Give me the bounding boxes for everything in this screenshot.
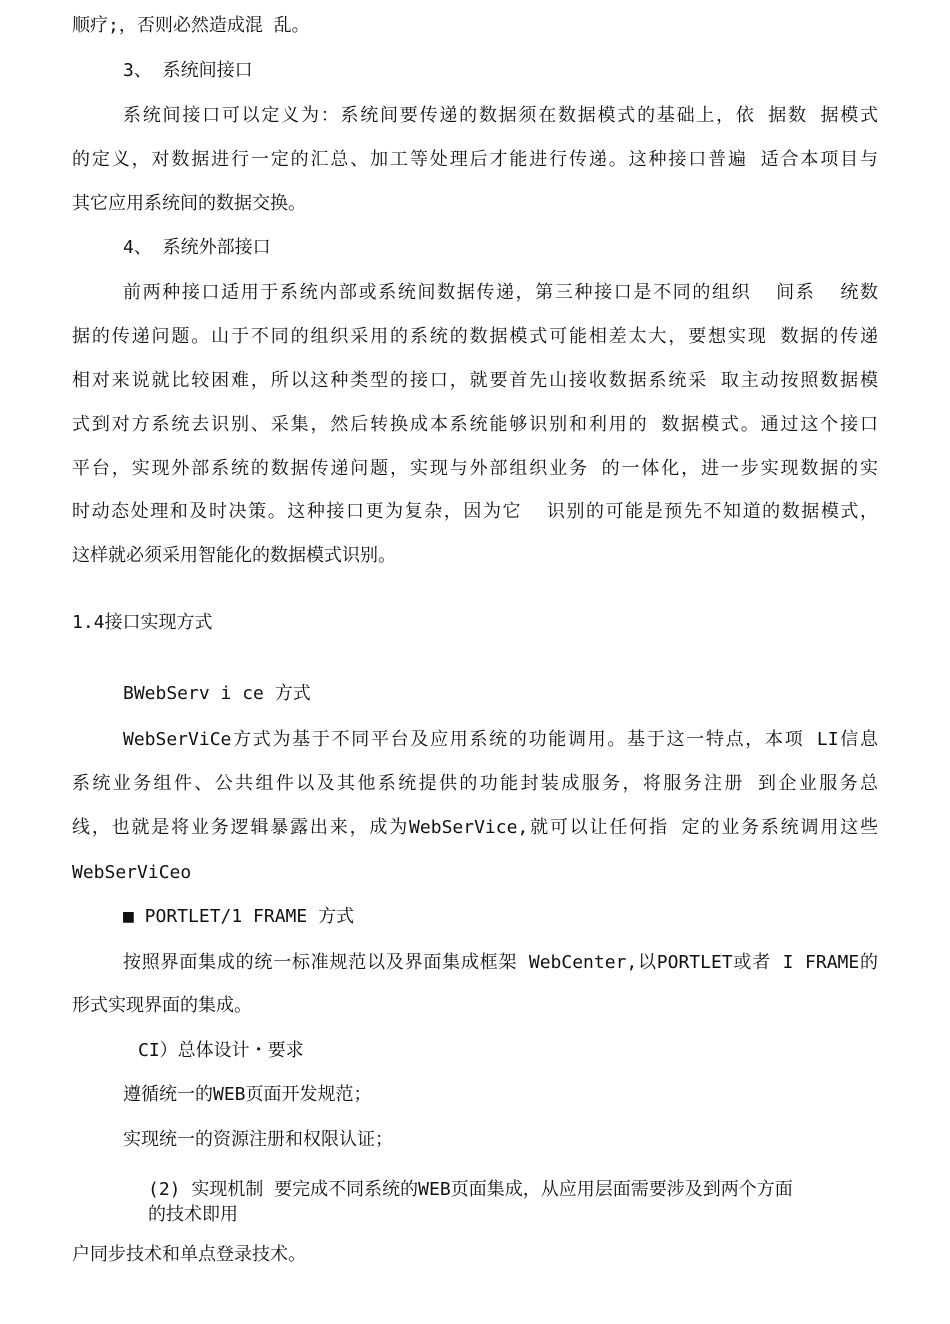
paragraph-line: 形式实现界面的集成。 <box>72 995 252 1016</box>
section-title: 1.4接口实现方式 <box>72 612 213 633</box>
paragraph-line: 的定义，对数据进行一定的汇总、加工等处理后才能进行传递。这种接口普遍 适合本项目与 <box>72 149 878 170</box>
paragraph-line: 户同步技术和单点登录技术。 <box>72 1244 306 1265</box>
paragraph-line: 系统间接口可以定义为：系统间要传递的数据须在数据模式的基础上，依 据数 据模式 <box>123 105 878 126</box>
paragraph-line: 线，也就是将业务逻辑暴露出来，成为WebSerVice,就可以让任何指 定的业务系统调用这些 <box>72 817 878 838</box>
paragraph-line: 式到对方系统去识别、采集，然后转换成本系统能够识别和利用的 数据模式。通过这个接口 <box>72 414 878 435</box>
subsection-heading: BWebServ i ce 方式 <box>123 683 311 704</box>
paragraph-line: 相对来说就比较困难，所以这种类型的接口，就要首先山接收数据系统采 取主动按照数据模 <box>72 370 878 391</box>
paragraph-line: (2) 实现机制 要完成不同系统的WEB页面集成，从应用层面需要涉及到两个方面 <box>148 1179 793 1200</box>
list-item: 实现统一的资源注册和权限认证； <box>123 1129 393 1150</box>
paragraph-line: 时动态处理和及时决策。这种接口更为复杂，因为它 识别的可能是预先不知道的数据模式， <box>72 501 878 522</box>
subsection-heading: ■ PORTLET/1 FRAME 方式 <box>123 906 355 927</box>
section-heading: 4、 系统外部接口 <box>123 237 271 258</box>
paragraph-line: 这样就必须采用智能化的数据模式识别。 <box>72 545 396 566</box>
subsection-heading: CI）总体设计・要求 <box>138 1040 304 1061</box>
paragraph-line: 其它应用系统间的数据交换。 <box>72 193 306 214</box>
paragraph-line: 据的传递问题。山于不同的组织采用的系统的数据模式可能相差太大，要想实现 数据的传递 <box>72 326 878 347</box>
paragraph-line: 前两种接口适用于系统内部或系统间数据传递，第三种接口是不同的组织 间系 统数 <box>123 282 878 303</box>
paragraph-line: 系统业务组件、公共组件以及其他系统提供的功能封装成服务，将服务注册 到企业服务总 <box>72 773 878 794</box>
paragraph-line: 的技术即用 <box>148 1204 238 1225</box>
list-item: 遵循统一的WEB页面开发规范； <box>123 1084 372 1105</box>
paragraph-line: 平台，实现外部系统的数据传递问题，实现与外部组织业务 的一体化，进一步实现数据的实 <box>72 458 878 479</box>
paragraph-line: WebSerViCe方式为基于不同平台及应用系统的功能调用。基于这一特点，本项 LI信息 <box>123 729 878 750</box>
paragraph-line: WebSerViCeo <box>72 862 192 883</box>
paragraph-line: 顺疗;，否则必然造成混 乱。 <box>72 15 310 36</box>
section-heading: 3、 系统间接口 <box>123 60 253 81</box>
paragraph-line: 按照界面集成的统一标准规范以及界面集成框架 WebCenter,以PORTLET或者 I FRAME的 <box>123 952 878 973</box>
